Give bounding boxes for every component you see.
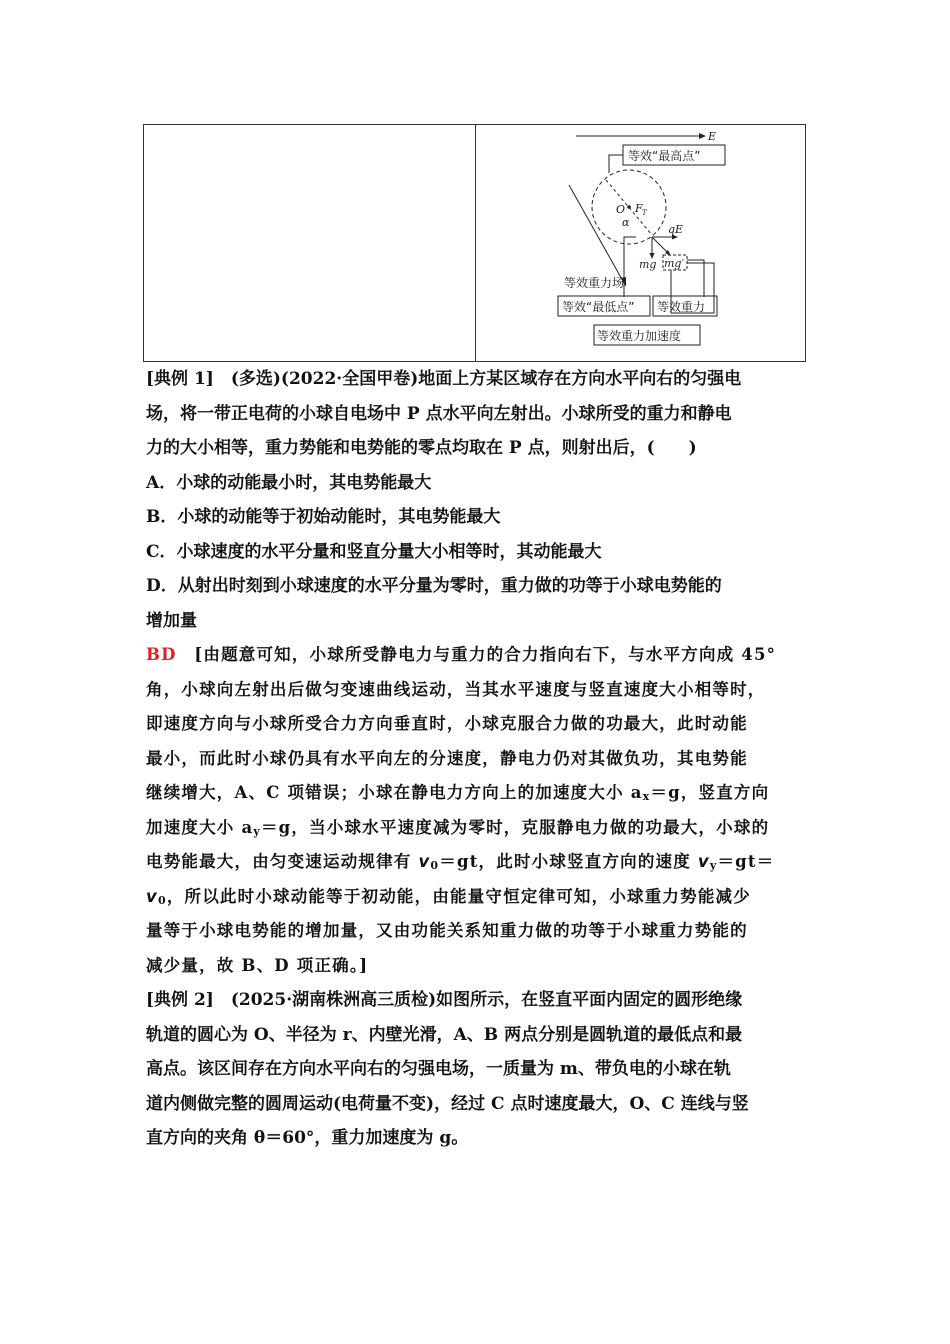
connector-lowest [624,237,636,297]
sol1-text-1: [由题意可知，小球所受静电力与重力的合力指向右下，与水平方向成 45° [194,645,777,664]
connector-highest [609,155,623,173]
v0-symbol: v [418,852,431,871]
ex2-line-4: 道内侧做完整的圆周运动(电荷量不变)，经过 C 点时速度最大，O、C 连线与竖 [146,1093,749,1114]
ex2-line-3: 高点。该区间存在方向水平向右的匀强电场，一质量为 m、带负电的小球在轨 [146,1059,731,1079]
label-highest: 等效“最高点” [628,149,701,163]
ex2-text-1: (2025·湖南株洲高三质检)如图所示，在竖直平面内固定的圆形绝缘 [230,990,743,1010]
vy-symbol: v [697,852,710,871]
sol1-line-5 [146,776,810,811]
ex2-line-1 [146,983,810,1018]
diagram-table [143,124,806,362]
sol1-line-4: 最小，而此时小球仍具有水平向左的分速度，静电力仍对其做负功，其电势能 [146,748,748,768]
sol1-line-8 [146,880,810,915]
document-body [146,362,810,1156]
label-ft: F [635,202,643,215]
ex2-head: [典例 2] [146,990,214,1010]
sol1-text-7c: ＝gt＝ [717,852,775,871]
sub-0: 0 [430,859,440,872]
label-gravity: 等效重力 [657,300,706,314]
ex2-line-5: 直方向的夹角 θ＝60°，重力加速度为 g。 [146,1128,469,1148]
sol1-line-3: 即速度方向与小球所受合力方向垂直时，小球克服合力做的功最大，此时动能 [146,714,748,733]
ex2-line-2: 轨道的圆心为 O、半径为 r、内壁光滑，A、B 两点分别是圆轨道的最低点和最 [146,1024,743,1045]
option-b: B．小球的动能等于初始动能时，其电势能最大 [146,507,501,527]
sol1-line-2: 角，小球向左射出后做匀变速曲线运动，当其水平速度与竖直速度大小相等时， [146,679,766,699]
ex1-line-3: 力的大小相等，重力势能和电势能的零点均取在 P 点，则射出后，( ) [146,438,697,458]
center-dot [627,205,631,209]
label-alpha: α [622,216,630,229]
sol1-text-6: 加速度大小 a [146,817,254,837]
sol1-text-8: ，所以此时小球动能等于初动能，由能量守恒定律可知，小球重力势能减少 [166,886,751,906]
option-d-1: D．从射出时刻到小球速度的水平分量为零时，重力做的功等于小球电势能的 [146,576,722,596]
sol1-line-7 [146,845,810,880]
equivalent-gravity-diagram [476,125,806,361]
ex1-text-1: (多选)(2022·全国甲卷)地面上方某区域存在方向水平向右的匀强电 [230,369,742,389]
resultant-arrow [652,237,668,253]
label-e: E [708,130,717,143]
sol1-line-6 [146,811,810,846]
sol1-text-7b: ＝gt，此时小球竖直方向的速度 [439,852,698,871]
field-line [569,185,624,283]
sol1-line-9: 量等于小球电势能的增加量，又由功能关系知重力做的功等于小球重力势能的 [146,921,748,940]
sol1-line-10: 减少量，故 B、D 项正确。] [146,955,369,975]
border-gap [556,125,726,127]
diagram-svg [476,125,806,361]
label-ft-sub: T [642,209,647,217]
sol1-text-6-end: ＝g，当小球水平速度减为零时，克服静电力做的功最大，小球的 [260,817,770,837]
label-accel: 等效重力加速度 [597,329,682,343]
answer-bd: BD [146,645,177,664]
option-c: C．小球速度的水平分量和竖直分量大小相等时，其动能最大 [146,541,602,562]
v0-symbol-2: v [146,886,158,906]
sol1-line-1 [146,638,810,673]
sub-0-2: 0 [157,893,167,907]
e-arrowhead [699,133,706,139]
label-o: O [616,203,626,216]
ex1-line-1 [146,362,810,397]
label-qe: qE [668,223,684,236]
sol1-text-7a: 电势能最大，由匀变速运动规律有 [146,852,419,871]
sol1-text-5-end: ＝g，竖直方向 [650,783,770,802]
option-a: A．小球的动能最小时，其电势能最大 [146,472,432,493]
connector-gravity [687,260,704,297]
ex1-head: [典例 1] [146,369,214,389]
sol1-text-5: 继续增大，A、C 项错误；小球在静电力方向上的加速度大小 a [146,783,643,802]
option-d-2: 增加量 [146,610,197,631]
ex1-line-2: 场，将一带正电荷的小球自电场中 P 点水平向左射出。小球所受的重力和静电 [146,403,732,424]
sub-x: x [642,790,651,803]
label-field: 等效重力场 [564,276,625,290]
label-mgp: mg′ [664,257,684,270]
sub-vy: y [709,859,718,872]
label-mg: mg [639,258,657,271]
label-lowest: 等效“最低点” [562,300,635,314]
sub-y: y [253,824,261,838]
